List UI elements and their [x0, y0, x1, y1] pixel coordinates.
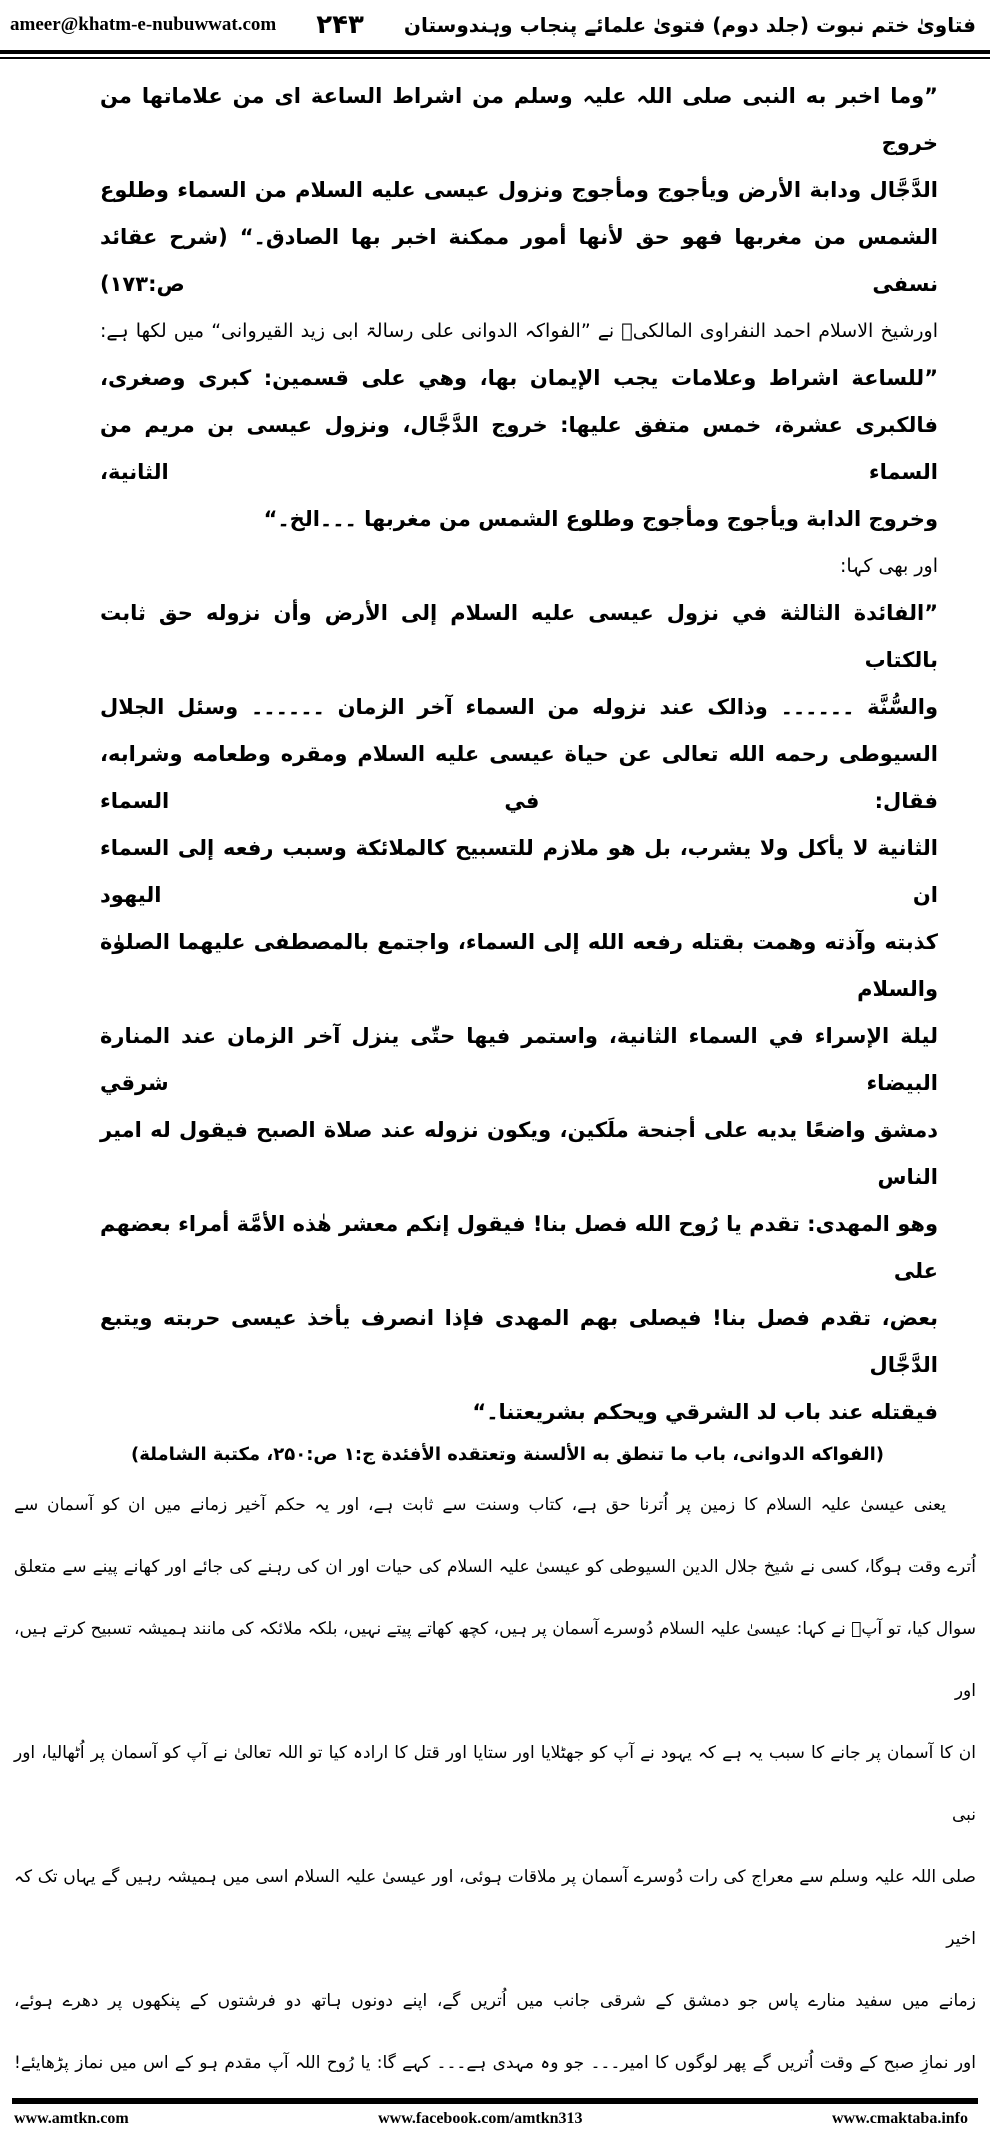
text-line: دمشق واضعًا يديه على أجنحة ملَكين، ويكون نزوله عند صلاة الصبح فيقول له امير الناس — [100, 1118, 938, 1189]
text-line: بعض، تقدم فصل بنا! فيصلى بهم المهدى فإذا انصرف يأخذ عيسى حربته ويتبع الدَّجَّال — [100, 1306, 938, 1377]
text-line: اور بھی کہا: — [840, 555, 938, 577]
text-line: السيوطى رحمه الله تعالى عن حياة عيسى عليه السلام ومقره وطعامه وشرابه، فقال: في السماء — [100, 742, 938, 813]
text-line: ان کا آسمان پر جانے کا سبب یہ ہے کہ یہود نے آپ کو جھٹلایا اور ستایا اور قتل کا ارادہ کیا تو اللہ تعالیٰ نے آپ کو آسمان پر اُٹھالیا، اور نبی — [14, 1743, 976, 1825]
text-line: وخروج الدابة ويأجوج ومأجوج وطلوع الشمس من مغربها ۔۔۔الخ۔“ — [263, 507, 938, 531]
text-line: اور نمازِ صبح کے وقت اُتریں گے پھر لوگوں کا امیر۔۔۔ جو وہ مہدی ہے۔۔۔ کہے گا: یا رُوح اللہ آپ مقدم ہو کے اس میں نماز پڑھایئے! — [14, 2053, 976, 2073]
text-line: فيقتله عند باب لد الشرقي ويحكم بشريعتنا۔“ — [472, 1400, 938, 1424]
text-line: والسُّنَّة ۔۔۔۔۔۔ وذالک عند نزوله من السماء آخر الزمان ۔۔۔۔۔۔ وسئل الجلال — [100, 695, 938, 719]
footer-link-facebook[interactable]: www.facebook.com/amtkn313 — [378, 2110, 583, 2127]
footer-link-amtkn[interactable]: www.amtkn.com — [14, 2110, 129, 2127]
text-line: سوال کیا، تو آپؒ نے کہا: عیسیٰ علیہ السلام دُوسرے آسمان پر ہیں، کچھ کھاتے پیتے نہیں، بلکہ ملائکہ کی مانند ہمیشہ تسبیح کرتے ہیں، اور — [14, 1619, 976, 1701]
header-email: ameer@khatm-e-nubuwwat.com — [10, 14, 277, 35]
header-rule — [0, 50, 990, 54]
header-title-group — [316, 10, 976, 40]
header-rule-thin — [0, 57, 990, 59]
text-line: الشمس من مغربها فهو حق لأنها أمور ممكنة اخبر بها الصادق۔“ (شرح عقائد نسفی ص:۱۷۳) — [100, 225, 938, 296]
citation-reference: (الفواكه الدوانی، باب ما تنطق به الألسنة وتعتقده الأفئدة ج:۱ ص:۲۵۰، مكتبة الشاملة) — [130, 1444, 885, 1465]
text-line: ”وما اخبر به النبی صلی اللہ علیہ وسلم من اشراط الساعة ای من علاماتها من خروج — [100, 84, 938, 155]
urdu-explanation-block — [14, 1474, 976, 2094]
text-line: ”للساعة اشراط وعلامات يجب الإيمان بها، وهي على قسمين: كبرى وصغرى، — [100, 366, 938, 390]
text-line: فالكبرى عشرة، خمس متفق عليها: خروج الدَّجَّال، ونزول عيسى بن مريم من السماء الثانية، — [100, 413, 938, 484]
arabic-quotation-block — [100, 73, 938, 1436]
text-line: ”الفائدة الثالثة في نزول عيسى عليه السلام إلى الأرض وأن نزوله حق ثابت بالكتاب — [100, 601, 938, 672]
text-line: كذبته وآذته وهمت بقتله رفعه الله إلى السماء، واجتمع بالمصطفى عليهما الصلوٰة والسلام — [100, 930, 938, 1001]
text-line: صلی اللہ علیہ وسلم سے معراج کی رات دُوسرے آسمان پر ملاقات ہوئی، اور عیسیٰ علیہ السلام اسی میں ہمیشہ رہیں گے یہاں تک کہ اخیر — [14, 1867, 976, 1949]
footer-link-cmaktaba[interactable]: www.cmaktaba.info — [831, 2110, 968, 2127]
text-line: وهو المهدى: تقدم يا رُوح الله فصل بنا! فيقول إنكم معشر هٰذه الأمَّة أمراء بعضهم على — [100, 1212, 938, 1283]
text-line: الدَّجَّال ودابة الأرض ويأجوج ومأجوج ونزول عيسى عليه السلام من السماء وطلوع — [100, 178, 938, 202]
page-number: ۲۴۳ — [316, 10, 364, 40]
book-title: فتاویٰ ختم نبوت (جلد دوم) فتویٰ علمائے پنجاب وہندوستان — [403, 13, 976, 37]
text-line: اُترے وقت ہوگا، کسی نے شیخ جلال الدین السیوطی کو عیسیٰ علیہ السلام کی حیات اور ان کی رہنے کی جائے اور کھانے پینے سے متعلق — [14, 1557, 976, 1577]
page-header — [0, 0, 990, 44]
text-line: یعنی عیسیٰ علیہ السلام کا زمین پر اُترنا حق ہے، کتاب وسنت سے ثابت ہے، اور یہ حکم آخیر زمانے میں ان کو آسمان سے — [14, 1495, 946, 1515]
text-line: اورشیخ الاسلام احمد النفراوی المالکیؒ نے ”الفواکہ الدوانی علی رسالۃ ابی زید القیروانی“ میں لکھا ہے: — [100, 320, 938, 342]
text-line: زمانے میں سفید منارے پاس جو دمشق کے شرقی جانب میں اُتریں گے، اپنے دونوں ہاتھ دو فرشتوں کے پنکھوں پر دھرے ہوئے، — [14, 1991, 976, 2011]
page-footer — [0, 2104, 990, 2138]
text-line: ليلة الإسراء في السماء الثانية، واستمر فيها حتّٰى ينزل آخر الزمان عند المنارة البيضاء شرقي — [100, 1024, 938, 1095]
text-line: الثانية لا يأكل ولا يشرب، بل هو ملازم للتسبيح كالملائكة وسبب رفعه إلى السماء ان اليهود — [100, 836, 938, 907]
